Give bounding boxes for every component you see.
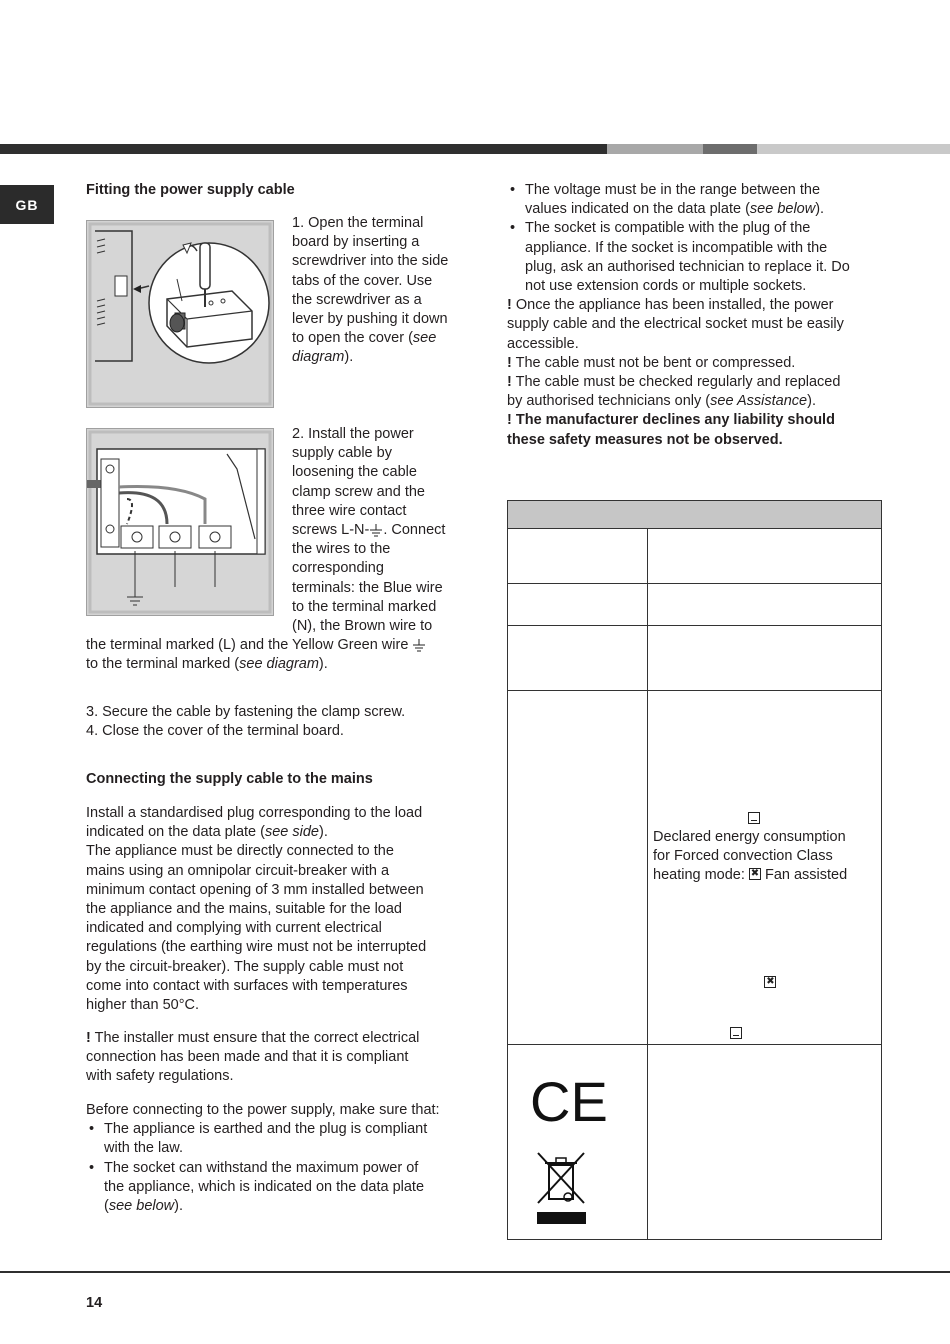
step3-4: 3. Secure the cable by fastening the clamp screw. 4. Close the cover of the terminal board. xyxy=(86,704,406,740)
list-item: • The socket is compatible with the plug of the appliance. If the socket is incompatible with the plug, ask an authorised technician to replace it. Do not use extension cords or multiple sockets. xyxy=(507,219,897,296)
before-connecting: Before connecting to the power supply, make sure that: • The appliance is earthed and the plug is compliant with the law. • The socket can withstand the maximum power of the appliance, which is indicated on the data plate (see below). xyxy=(86,1101,471,1216)
energy-label: Declared energy consumption for Forced convection Class heating mode: ✖ Fan assisted xyxy=(653,828,878,886)
wiring-figure xyxy=(86,428,274,616)
svg-text:CE: CE xyxy=(530,1070,608,1133)
page-number: 14 xyxy=(86,1295,103,1311)
conventional-mode-icon xyxy=(730,1027,742,1039)
table-row-line xyxy=(508,1044,881,1045)
table-row-line xyxy=(508,690,881,691)
fan-mode-icon xyxy=(749,868,761,880)
table-divider xyxy=(647,529,648,1239)
mains-title: Connecting the supply cable to the mains xyxy=(86,771,373,787)
step2-continued: the terminal marked (L) and the Yellow Green wire to the terminal marked (see diagram). xyxy=(86,636,466,674)
fitting-title: Fitting the power supply cable xyxy=(86,182,295,198)
table-header xyxy=(508,501,881,529)
list-item: • The appliance is earthed and the plug is compliant with the law. xyxy=(86,1120,471,1158)
footer-rule xyxy=(0,1271,950,1273)
step1-text: 1. Open the terminal board by inserting a screwdriver into the side tabs of the cover. Use the screwdriver as a lever by pushing it down to open the cover (see diagram). xyxy=(292,215,449,366)
table-row-line xyxy=(508,625,881,626)
weee-bin-icon xyxy=(536,1151,588,1227)
ce-mark-icon xyxy=(530,1070,608,1133)
data-plate-table xyxy=(507,500,882,1240)
earth-icon xyxy=(412,638,426,652)
step2-text: 2. Install the power supply cable by loosening the cable clamp screw and the three wire contact screws L-N- . Connect the wires to the corresponding terminals: the Blue wire to the terminal marked (N), the Brown wire to xyxy=(292,426,446,635)
terminal-board-figure xyxy=(86,220,274,408)
table-row-line xyxy=(508,583,881,584)
installer-note: ! The installer must ensure that the correct electrical connection has been made and that it is compliant with safety regulations. xyxy=(86,1030,420,1085)
header-bar-dark xyxy=(0,144,607,154)
mains-paragraph: Install a standardised plug corresponding to the load indicated on the data plate (see side). The appliance must be directly connected to the mains using an omnipolar circuit-breaker with a minimum contact opening of 3 mm installed between the appliance and the mains, suitable for the load indicated and complying with current electrical regulations (the earthing wire must not be interrupted by the circuit-breaker). The supply cable must not come into contact with surfaces with temperatures higher than 50°C. xyxy=(86,805,427,1014)
list-item: • The socket can withstand the maximum power of the appliance, which is indicated on the data plate (see below). xyxy=(86,1159,471,1217)
fan-mode-icon xyxy=(764,976,776,988)
header-bar-light xyxy=(757,144,950,154)
language-tab: GB xyxy=(0,185,54,224)
header-bar-gray xyxy=(607,144,703,154)
list-item: • The voltage must be in the range between the values indicated on the data plate (see below). xyxy=(507,181,897,219)
conventional-mode-icon xyxy=(748,812,760,824)
right-text: • The voltage must be in the range between the values indicated on the data plate (see below). • The socket is compatible with the plug of the appliance. If the socket is incompatible with the plug, ask an authorised technician to replace it. Do not use extension cords or multiple sockets. ! Once the appliance has been installed, the power supply cable and the electrical socket must be easily accessible. ! The cable must not be bent or compressed. ! The cable must be checked regularly and replaced by authorised technicians only (see Assistance). ! The manufacturer declines any liability should these safety measures not be observed. xyxy=(507,181,897,450)
earth-icon xyxy=(369,523,383,537)
header-bar-mid xyxy=(703,144,757,154)
